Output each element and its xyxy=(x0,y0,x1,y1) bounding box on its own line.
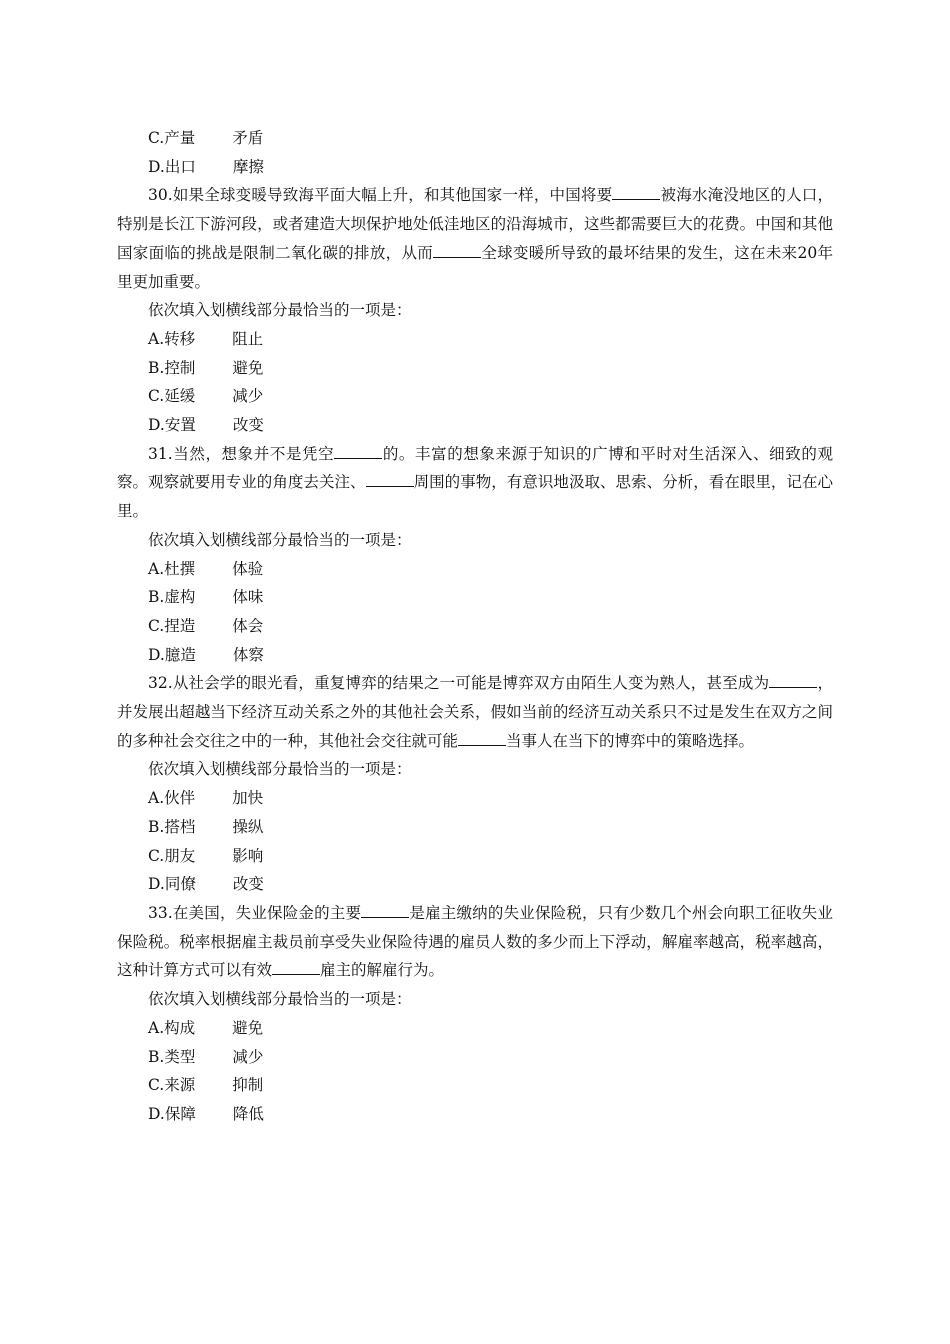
option-b: B.控制 避免 xyxy=(148,358,264,377)
blank-line xyxy=(366,472,414,487)
question-32-text: 32.从社会学的眼光看，重复博弈的结果之一可能是博弈双方由陌生人变为熟人，甚至成为 ，并发展出超越当下经济互动关系之外的其他社会关系，假如当前的经济互动关系只不过是发生在双方之间的多种社会交往之中的一种，其他社会交往就可能 当事人在当下的博弈中的策略选择。 xyxy=(117,674,833,750)
option-d: D.同僚 改变 xyxy=(148,875,264,894)
option-a: A.构成 避免 xyxy=(148,1018,264,1037)
question-30-text: 30.如果全球变暖导致海平面大幅上升，和其他国家一样，中国将要 被海水淹没地区的人口，特别是长江下游河段，或者建造大坝保护地处低洼地区的沿海城市，这些都需要巨大的花费。中国和其他国家面临的挑战是限制二氧化碳的排放，从而 全球变暖所导致的最坏结果的发生，这在未来20年里更加重要。 xyxy=(117,186,833,291)
option-d: D.保障 降低 xyxy=(148,1104,264,1123)
blank-line xyxy=(612,185,660,200)
option-c: C.朋友 影响 xyxy=(148,846,264,865)
option-a: A.杜撰 体验 xyxy=(148,559,264,578)
option-a: A.伙伴 加快 xyxy=(148,789,264,808)
question-prompt: 依次填入划横线部分最恰当的一项是： xyxy=(148,760,412,779)
blank-line xyxy=(272,960,320,975)
blank-line xyxy=(334,444,382,459)
option-c: C.产量 矛盾 xyxy=(148,129,264,147)
option-d: D.出口 摩擦 xyxy=(148,157,264,176)
option-c: C.来源 抑制 xyxy=(148,1076,264,1095)
option-d: D.臆造 体察 xyxy=(148,645,264,664)
option-a: A.转移 阻止 xyxy=(148,329,264,348)
exam-page xyxy=(117,124,833,1129)
option-b: B.虚构 体味 xyxy=(148,588,264,607)
blank-line xyxy=(458,731,506,746)
question-prompt: 依次填入划横线部分最恰当的一项是： xyxy=(148,301,412,320)
question-33-text: 33.在美国，失业保险金的主要 是雇主缴纳的失业保险税，只有少数几个州会向职工征收失业保险税。税率根据雇主裁员前享受失业保险待遇的雇员人数的多少而上下浮动，解雇率越高，税率越高，这种计算方式可以有效 雇主的解雇行为。 xyxy=(117,903,833,980)
option-d: D.安置 改变 xyxy=(148,416,264,435)
blank-line xyxy=(769,673,817,688)
question-prompt: 依次填入划横线部分最恰当的一项是： xyxy=(148,530,412,549)
blank-line xyxy=(361,903,409,918)
option-b: B.类型 减少 xyxy=(148,1047,264,1066)
option-c: C.延缓 减少 xyxy=(148,387,264,406)
question-31-text: 31.当然，想象并不是凭空 的。丰富的想象来源于知识的广博和平时对生活深入、细致的观察。观察就要用专业的角度去关注、 周围的事物，有意识地汲取、思索、分析，看在眼里，记在心里。 xyxy=(117,444,833,521)
blank-line xyxy=(433,243,481,258)
option-b: B.搭档 操纵 xyxy=(148,817,264,836)
option-c: C.捏造 体会 xyxy=(148,616,264,635)
question-prompt: 依次填入划横线部分最恰当的一项是： xyxy=(148,990,412,1009)
